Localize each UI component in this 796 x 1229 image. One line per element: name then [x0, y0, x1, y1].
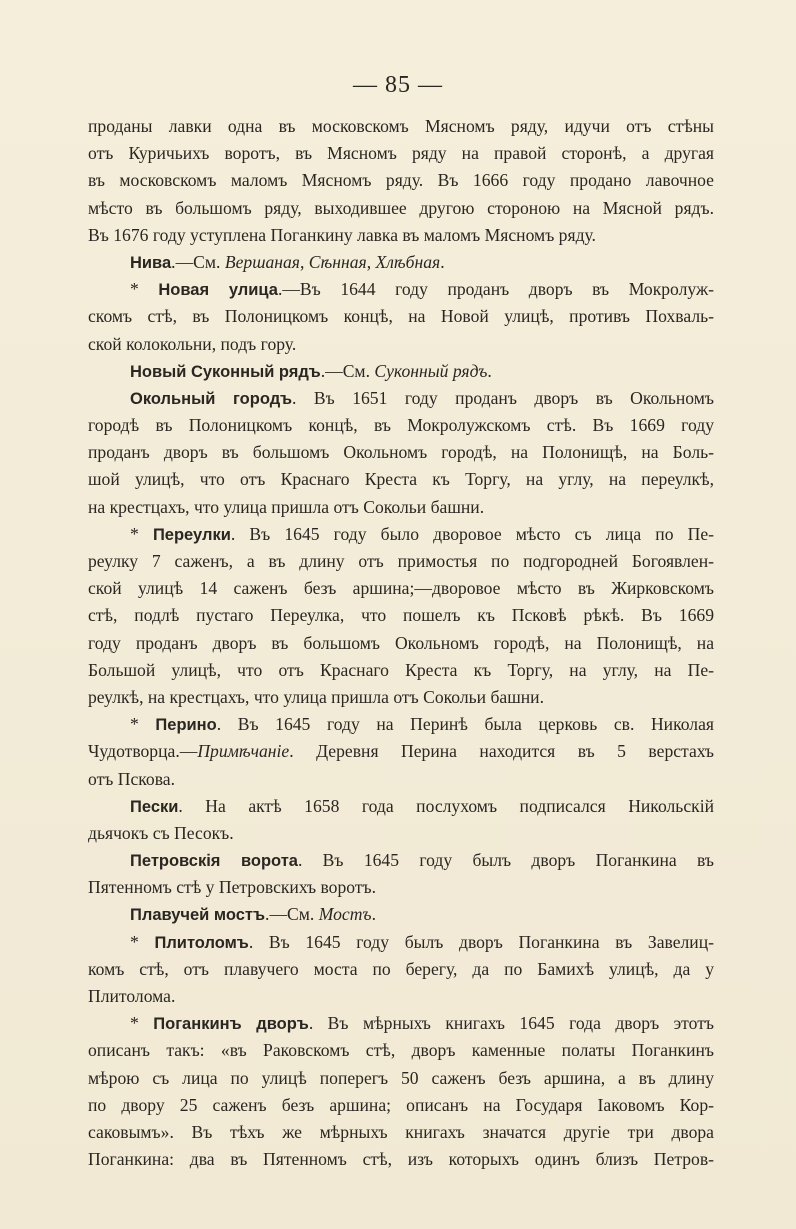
text-run: * [130, 1013, 154, 1034]
text-line [88, 684, 714, 711]
text-line [88, 983, 714, 1010]
text-line [88, 956, 714, 983]
text-run: Въ 1676 году уступлена Поганкину лавка въ маломъ Мясномъ ряду. [88, 224, 596, 245]
text-line [88, 929, 714, 956]
text-run: * [130, 931, 155, 952]
text-line [88, 575, 714, 602]
text-run: году проданъ дворъ въ большомъ Окольномъ городѣ, на Полонищѣ, на [88, 632, 714, 653]
text-run: , [366, 251, 376, 272]
text-run: . [371, 904, 376, 925]
text-run: . [487, 360, 492, 381]
text-line [88, 874, 714, 901]
text-line [88, 1037, 714, 1064]
cross-reference: Суконный рядъ [374, 360, 488, 381]
text-line [88, 331, 714, 358]
entry-heading: Новый Суконный рядъ [130, 362, 321, 381]
entry-heading: Пески [130, 797, 179, 816]
text-run: проданъ дворъ въ большомъ Окольномъ городѣ, на Полонищѣ, на Боль- [88, 442, 714, 463]
text-line [88, 222, 714, 249]
text-run: Пятенномъ стѣ у Петровскихъ воротъ. [88, 877, 377, 898]
text-run: * [130, 714, 156, 735]
cross-reference: Хлѣбная [375, 251, 441, 272]
entry-heading: Новая улица [158, 281, 278, 300]
text-line [88, 140, 714, 167]
entry-heading: Нива [130, 253, 172, 272]
text-run: , [299, 251, 309, 272]
text-line [88, 1146, 714, 1173]
text-run: . Въ 1645 году былъ дворъ Поганкина въ Завелиц- [248, 931, 714, 952]
text-line [88, 167, 714, 194]
text-run: мѣсто въ большомъ ряду, выходившее другою стороною на Мясной рядъ. [88, 197, 714, 218]
text-run: . Въ мѣрныхъ книгахъ 1645 года дворъ этотъ [308, 1013, 714, 1034]
cross-reference: Сѣнная [308, 251, 367, 272]
text-run: .—См. [320, 360, 375, 381]
text-line [88, 820, 714, 847]
text-run: реулкѣ, на крестцахъ, что улица пришла отъ Сокольи башни. [88, 686, 544, 707]
text-run: . [440, 251, 445, 272]
text-run: ской улицѣ 14 саженъ безъ аршина;—дворовое мѣсто въ Жирковскомъ [88, 578, 714, 599]
text-line [88, 521, 714, 548]
text-line [88, 113, 714, 140]
entry-heading: Поганкинъ дворъ [153, 1015, 309, 1034]
text-run: .—Въ 1644 году проданъ дворъ въ Мокролуж- [277, 279, 714, 300]
text-run: комъ стѣ, отъ плавучего моста по берегу, да по Бамихѣ улицѣ, да у [88, 958, 714, 979]
text-line [88, 1065, 714, 1092]
text-run: ской колокольни, подъ гору. [88, 333, 297, 354]
text-run: проданы лавки одна въ московскомъ Мясномъ ряду, идучи отъ стѣны [88, 116, 714, 136]
text-run: реулку 7 саженъ, а въ длину отъ примостья по подгородней Богоявлен- [88, 551, 714, 571]
text-line [88, 548, 714, 575]
text-run: отъ Пскова. [88, 768, 175, 789]
text-line [88, 711, 714, 738]
text-run: * [130, 279, 159, 300]
entry-heading: Петровскія ворота [130, 852, 298, 871]
entry-heading: Переулки [152, 525, 231, 544]
text-run: на крестцахъ, что улица пришла отъ Сокольи башни. [88, 496, 485, 517]
text-run: Большой улицѣ, что отъ Краснаго Креста къ Торгу, на углу, на Пе- [88, 659, 714, 680]
text-line [88, 249, 714, 276]
text-run: Чудотворца.— [88, 741, 198, 762]
text-line [88, 766, 714, 793]
text-run: стѣ, подлѣ пустаго Переулка, что пошелъ къ Псковѣ рѣкѣ. Въ 1669 [88, 605, 714, 626]
page-number: — 85 — [353, 72, 443, 98]
text-run: въ московскомъ маломъ Мясномъ ряду. Въ 1666 году продано лавочное [88, 170, 714, 191]
text-run: городѣ въ Полоницкомъ концѣ, въ Мокролужскомъ стѣ. Въ 1669 году [88, 415, 714, 436]
text-run: . Въ 1645 году было дворовое мѣсто съ лица по Пе- [230, 523, 714, 544]
text-run: шой улицѣ, что отъ Краснаго Креста къ Торгу, на углу, на переулкѣ, [88, 469, 714, 490]
text-line [88, 1010, 714, 1037]
text-run: .—См. [265, 904, 319, 925]
text-line [88, 901, 714, 928]
text-line [88, 602, 714, 629]
text-run: . Въ 1645 году былъ дворъ Поганкина въ [297, 850, 714, 871]
text-line [88, 657, 714, 684]
page-text [88, 113, 714, 1173]
text-line [88, 630, 714, 657]
text-line [88, 1119, 714, 1146]
text-line [88, 738, 714, 765]
cross-reference: Примѣчаніе [197, 741, 290, 762]
cross-reference: Вершаная [224, 251, 300, 272]
text-line [88, 358, 714, 385]
text-run: Поганкина: два въ Пятенномъ стѣ, изъ которыхъ одинъ близъ Петров- [88, 1149, 714, 1170]
text-line [88, 847, 714, 874]
text-run: Плитолома. [88, 986, 176, 1006]
text-line [88, 466, 714, 493]
text-line [88, 793, 714, 820]
text-line [88, 385, 714, 412]
entry-heading: Окольный городъ [130, 389, 292, 408]
text-run: . Въ 1645 году на Перинѣ была церковь св. Николая [216, 714, 714, 735]
text-run: саковымъ». Въ тѣхъ же мѣрныхъ книгахъ значатся другіе три двора [88, 1121, 714, 1142]
text-run: по двору 25 саженъ безъ аршина; описанъ на Государя Іаковомъ Кор- [88, 1094, 714, 1115]
text-run: мѣрою съ лица по улицѣ поперегъ 50 саженъ безъ аршина, а въ длину [88, 1067, 714, 1088]
text-line [88, 439, 714, 466]
text-line [88, 412, 714, 439]
text-run: . На актѣ 1658 года послухомъ подписался Никольскій [178, 795, 714, 816]
text-run: отъ Куричьихъ воротъ, въ Мясномъ ряду на правой сторонѣ, а другая [88, 143, 714, 164]
cross-reference: Мостъ [318, 904, 372, 925]
text-run: описанъ такъ: «въ Раковскомъ стѣ, дворъ каменные полаты Поганкинъ [88, 1040, 714, 1061]
text-run: . Деревня Перина находится въ 5 верстахъ [289, 741, 714, 762]
entry-heading: Плитоломъ [154, 933, 249, 952]
text-run: скомъ стѣ, въ Полоницкомъ концѣ, на Новой улицѣ, противъ Похваль- [88, 306, 714, 327]
text-line [88, 276, 714, 303]
text-line [88, 1092, 714, 1119]
text-run: .—См. [171, 251, 225, 272]
text-line [88, 494, 714, 521]
text-line [88, 303, 714, 330]
text-run: * [130, 523, 153, 544]
entry-heading: Плавучей мостъ [130, 906, 266, 925]
text-run: . Въ 1651 году проданъ дворъ въ Окольномъ [292, 387, 714, 408]
text-run: дьячокъ съ Песокъ. [88, 822, 234, 843]
entry-heading: Перино [155, 716, 217, 735]
text-line [88, 195, 714, 222]
